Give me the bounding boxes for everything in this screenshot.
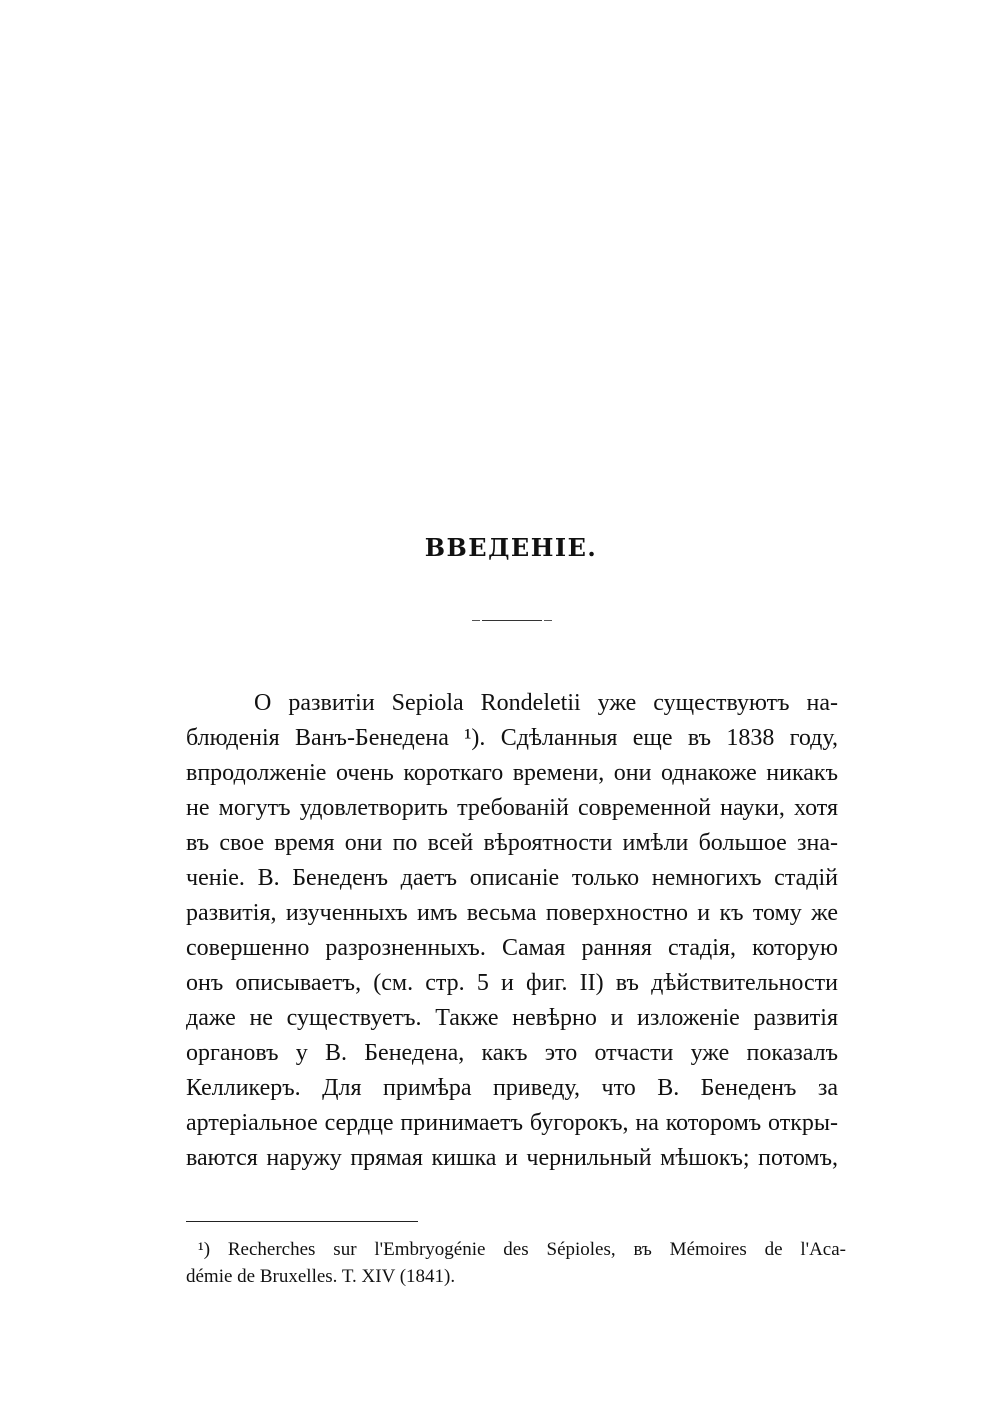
paragraph-line: ченіе. В. Бенеденъ даетъ описаніе только немногихъ стадій [186,865,838,891]
paragraph-line: въ свое время они по всей вѣроятности имѣли большое зна- [186,830,838,856]
paragraph-line: органовъ у В. Бенедена, какъ это отчасти уже показалъ [186,1040,838,1066]
heading-ornament-divider [482,620,542,621]
paragraph-line: Келликеръ. Для примѣра приведу, что В. Бенеденъ за [186,1075,838,1101]
paragraph-line: впродолженіе очень короткаго времени, они однакоже никакъ [186,760,838,786]
footnote-separator [186,1221,418,1222]
footnote-line: ¹) Recherches sur l'Embryogénie des Sépioles, въ Mémoires de l'Aca- [198,1239,846,1260]
paragraph-line: развитія, изученныхъ имъ весьма поверхностно и къ тому же [186,900,838,926]
paragraph-line: совершенно разрозненныхъ. Самая ранняя стадія, которую [186,935,838,961]
footnote [186,1236,846,1290]
paragraph-line: не могутъ удовлетворить требованій современной науки, хотя [186,795,838,821]
chapter-heading: ВВЕДЕНІЕ. [424,533,598,562]
paragraph-line: артеріальное сердце принимаетъ бугорокъ, на которомъ откры- [186,1110,838,1136]
footnote-line: démie de Bruxelles. T. XIV (1841). [186,1266,456,1287]
paragraph-line: ваются наружу прямая кишка и чернильный мѣшокъ; потомъ, [186,1145,838,1171]
paragraph-line: блюденія Ванъ-Бенедена ¹). Сдѣланныя еще въ 1838 году, [186,725,838,751]
paragraph-line: О развитіи Sepiola Rondeletii уже существуютъ на- [186,690,838,716]
body-paragraph [186,686,838,1176]
paragraph-line: онъ описываетъ, (см. стр. 5 и фиг. II) въ дѣйствительности [186,970,838,996]
paragraph-line: даже не существуетъ. Также невѣрно и изложеніе развитія [186,1005,838,1031]
